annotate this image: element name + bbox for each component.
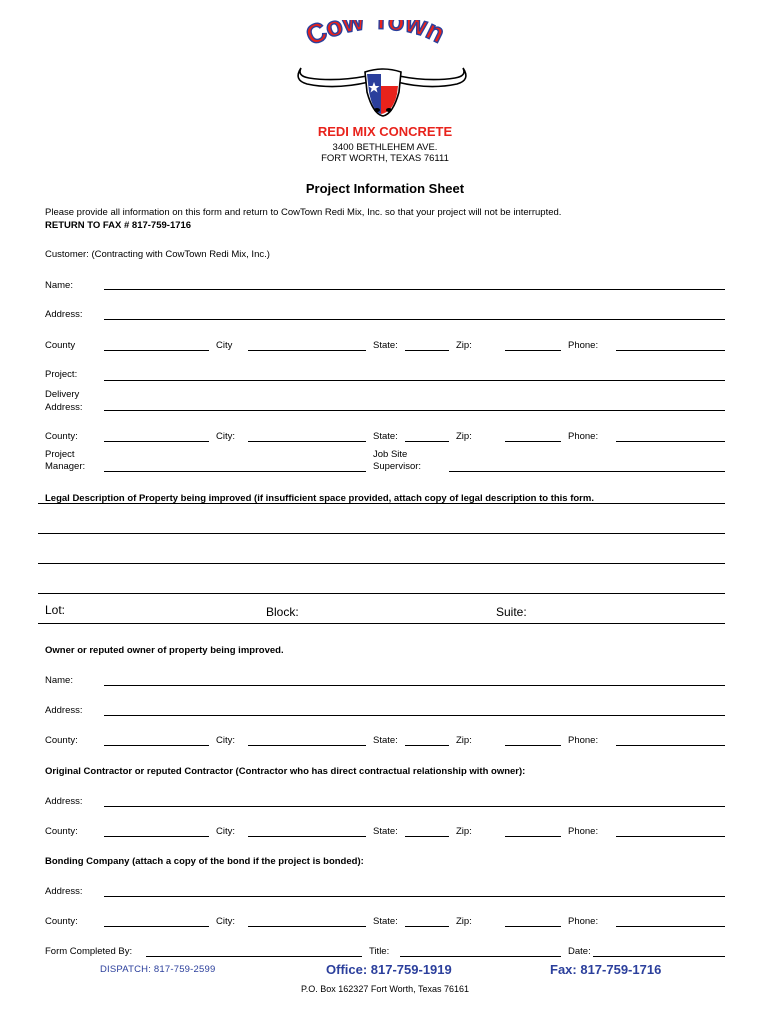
bonding-city-field[interactable]	[248, 926, 366, 927]
owner-city-label: City:	[216, 735, 235, 746]
contractor-city-field[interactable]	[248, 836, 366, 837]
job-site-supervisor-label: Job Site Supervisor:	[373, 449, 422, 472]
block-label: Block:	[266, 605, 299, 619]
bonding-zip-label: Zip:	[456, 916, 472, 927]
job-site-supervisor-field[interactable]	[449, 471, 725, 472]
footer-office: Office: 817-759-1919	[326, 962, 452, 977]
owner-address-field[interactable]	[104, 715, 725, 716]
customer-state-field[interactable]	[405, 350, 449, 351]
bonding-county-label: County:	[45, 916, 78, 927]
legal-description-line-1[interactable]	[38, 503, 725, 504]
contractor-zip-field[interactable]	[505, 836, 561, 837]
bonding-heading: Bonding Company (attach a copy of the bond if the project is bonded):	[45, 856, 364, 867]
form-completed-by-field[interactable]	[146, 956, 362, 957]
customer-city-field[interactable]	[248, 350, 366, 351]
page-title: Project Information Sheet	[305, 181, 465, 196]
fax-line: RETURN TO FAX # 817-759-1716	[45, 220, 192, 231]
project-zip-field[interactable]	[505, 441, 561, 442]
bonding-phone-label: Phone:	[568, 916, 599, 927]
legal-description-line-2[interactable]	[38, 533, 725, 534]
bonding-state-field[interactable]	[405, 926, 449, 927]
contractor-county-field[interactable]	[104, 836, 209, 837]
delivery-address-label: Delivery Address:	[45, 389, 83, 413]
longhorn-logo-icon	[295, 20, 470, 125]
company-name: REDI MIX CONCRETE	[317, 124, 453, 139]
contractor-phone-label: Phone:	[568, 826, 599, 837]
project-county-label: County:	[45, 431, 78, 442]
contractor-phone-field[interactable]	[616, 836, 725, 837]
project-field[interactable]	[104, 380, 725, 381]
project-phone-label: Phone:	[568, 431, 599, 442]
customer-state-label: State:	[373, 340, 398, 351]
contractor-address-label: Address:	[45, 796, 83, 807]
date-field[interactable]	[593, 956, 725, 957]
owner-state-label: State:	[373, 735, 398, 746]
title-label: Title:	[369, 946, 390, 957]
lot-block-suite-line[interactable]	[38, 623, 725, 624]
contractor-zip-label: Zip:	[456, 826, 472, 837]
bonding-address-field[interactable]	[104, 896, 725, 897]
project-county-field[interactable]	[104, 441, 209, 442]
project-phone-field[interactable]	[616, 441, 725, 442]
owner-county-label: County:	[45, 735, 78, 746]
owner-phone-label: Phone:	[568, 735, 599, 746]
owner-county-field[interactable]	[104, 745, 209, 746]
customer-county-field[interactable]	[104, 350, 209, 351]
project-state-field[interactable]	[405, 441, 449, 442]
bonding-zip-field[interactable]	[505, 926, 561, 927]
project-state-label: State:	[373, 431, 398, 442]
bonding-address-label: Address:	[45, 886, 83, 897]
contractor-state-field[interactable]	[405, 836, 449, 837]
project-city-label: City:	[216, 431, 235, 442]
title-field[interactable]	[400, 956, 561, 957]
project-city-field[interactable]	[248, 441, 366, 442]
suite-label: Suite:	[496, 605, 527, 619]
company-city: FORT WORTH, TEXAS 76111	[321, 153, 449, 164]
customer-county-label: County	[45, 340, 76, 351]
legal-description-line-4[interactable]	[38, 593, 725, 594]
owner-state-field[interactable]	[405, 745, 449, 746]
legal-description-heading: Legal Description of Property being improved (if insufficient space provided, attach copy of legal description to this form.	[45, 493, 594, 504]
bonding-phone-field[interactable]	[616, 926, 725, 927]
contractor-address-field[interactable]	[104, 806, 725, 807]
lot-label: Lot:	[45, 603, 66, 617]
bonding-county-field[interactable]	[104, 926, 209, 927]
company-street: 3400 BETHLEHEM AVE.	[332, 142, 438, 153]
customer-name-label: Name:	[45, 280, 73, 291]
customer-address-field[interactable]	[104, 319, 725, 320]
customer-label: Customer: (Contracting with CowTown Redi Mix, Inc.)	[45, 249, 270, 260]
customer-phone-field[interactable]	[616, 350, 725, 351]
footer-dispatch: DISPATCH: 817-759-2599	[100, 964, 216, 975]
owner-phone-field[interactable]	[616, 745, 725, 746]
owner-zip-label: Zip:	[456, 735, 472, 746]
contractor-state-label: State:	[373, 826, 398, 837]
footer-po-box: P.O. Box 162327 Fort Worth, Texas 76161	[300, 984, 470, 994]
owner-city-field[interactable]	[248, 745, 366, 746]
legal-description-line-3[interactable]	[38, 563, 725, 564]
customer-zip-field[interactable]	[505, 350, 561, 351]
form-completed-by-label: Form Completed By:	[45, 946, 133, 957]
bonding-state-label: State:	[373, 916, 398, 927]
contractor-heading: Original Contractor or reputed Contractor (Contractor who has direct contractual relationship with owner):	[45, 766, 526, 777]
project-manager-field[interactable]	[104, 471, 366, 472]
intro-text: Please provide all information on this form and return to CowTown Redi Mix, Inc. so that your project will not be interrupted.	[45, 207, 562, 218]
project-label: Project:	[45, 369, 78, 380]
customer-address-label: Address:	[45, 309, 83, 320]
delivery-address-field[interactable]	[104, 410, 725, 411]
footer-fax: Fax: 817-759-1716	[550, 962, 662, 977]
customer-city-label: City	[216, 340, 233, 351]
owner-zip-field[interactable]	[505, 745, 561, 746]
project-manager-label: Project Manager:	[45, 449, 86, 472]
customer-phone-label: Phone:	[568, 340, 599, 351]
customer-zip-label: Zip:	[456, 340, 472, 351]
bonding-city-label: City:	[216, 916, 235, 927]
svg-text:Cow Town: Cow own	[301, 20, 450, 52]
cowtown-logo	[295, 20, 470, 125]
customer-name-field[interactable]	[104, 289, 725, 290]
project-zip-label: Zip:	[456, 431, 472, 442]
owner-name-label: Name:	[45, 675, 73, 686]
contractor-city-label: City:	[216, 826, 235, 837]
owner-address-label: Address:	[45, 705, 83, 716]
contractor-county-label: County:	[45, 826, 78, 837]
date-label: Date:	[568, 946, 591, 957]
owner-heading: Owner or reputed owner of property being improved.	[45, 645, 284, 656]
owner-name-field[interactable]	[104, 685, 725, 686]
